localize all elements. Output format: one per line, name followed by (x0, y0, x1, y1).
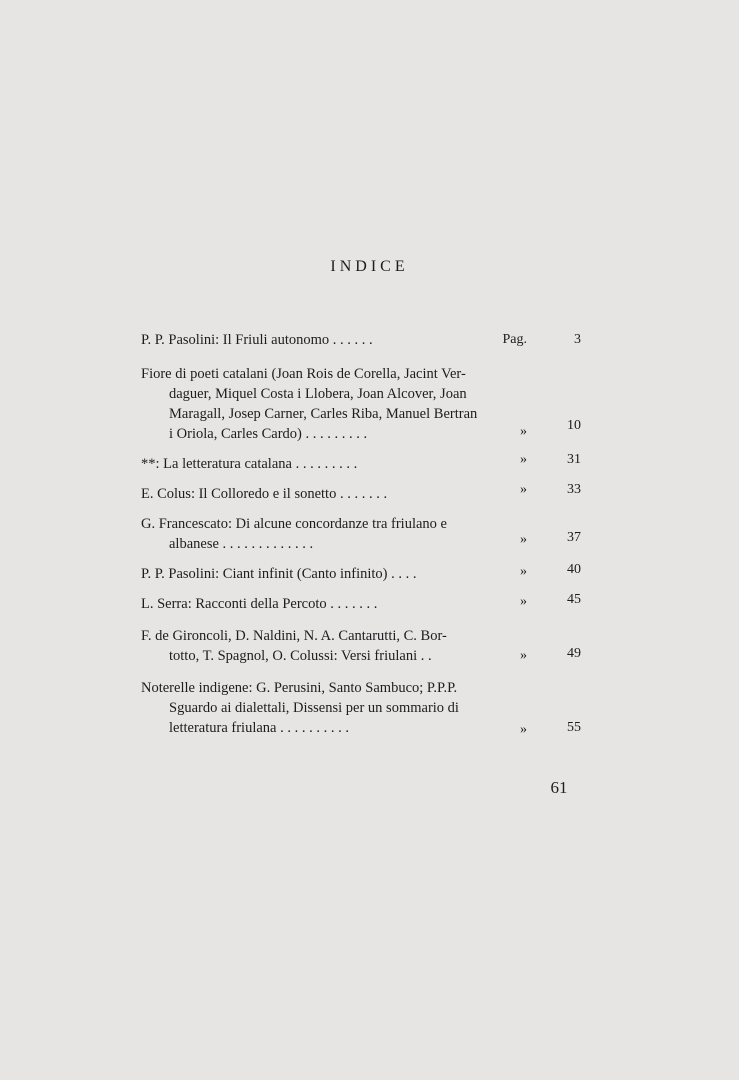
ditto-marker: » (520, 424, 527, 439)
page-number: 45 (567, 592, 581, 607)
toc-line: P. P. Pasolini: Il Friuli autonomo . . . . . . (141, 332, 373, 348)
toc-line: Sguardo ai dialettali, Dissensi per un sommario di (169, 700, 459, 716)
toc-entry (141, 364, 581, 446)
toc-entry (141, 454, 581, 474)
ditto-marker: » (520, 722, 527, 737)
toc-entry (141, 330, 581, 356)
page-number: 49 (567, 646, 581, 661)
toc-entry (141, 594, 581, 614)
page-number: 3 (574, 332, 581, 347)
toc-line: daguer, Miquel Costa i Llobera, Joan Alcover, Joan (169, 386, 467, 402)
page-number: 40 (567, 562, 581, 577)
table-of-contents (141, 330, 581, 738)
toc-entry (141, 564, 581, 584)
toc-line: Noterelle indigene: G. Perusini, Santo Sambuco; P.P.P. (141, 680, 458, 696)
toc-entry (141, 678, 581, 738)
toc-line: albanese . . . . . . . . . . . . . (169, 536, 314, 552)
toc-line: Maragall, Josep Carner, Carles Riba, Manuel Bertran (169, 406, 478, 422)
index-heading: INDICE (330, 258, 409, 275)
toc-line: L. Serra: Racconti della Percoto . . . . . . . (141, 596, 378, 612)
toc-line: G. Francescato: Di alcune concordanze tra friulano e (141, 516, 447, 532)
ditto-marker: » (520, 452, 527, 467)
ditto-marker: » (520, 594, 527, 609)
toc-line: i Oriola, Carles Cardo) . . . . . . . . . (169, 426, 368, 442)
page-marker: Pag. (502, 332, 527, 347)
ditto-marker: » (520, 564, 527, 579)
toc-line: **: La letteratura catalana . . . . . . . . . (141, 456, 358, 472)
toc-line: totto, T. Spagnol, O. Colussi: Versi friulani . . (169, 648, 432, 664)
ditto-marker: » (520, 532, 527, 547)
page-number: 33 (567, 482, 581, 497)
folio-page-number: 61 (550, 778, 568, 797)
ditto-marker: » (520, 482, 527, 497)
toc-line: F. de Gironcoli, D. Naldini, N. A. Cantarutti, C. Bor- (141, 628, 447, 644)
toc-line: Fiore di poeti catalani (Joan Rois de Corella, Jacint Ver- (141, 366, 466, 382)
page-number: 10 (567, 418, 581, 433)
ditto-marker: » (520, 648, 527, 663)
toc-line: letteratura friulana . . . . . . . . . . (169, 720, 349, 736)
toc-entry (141, 514, 581, 554)
page-number: 55 (567, 720, 581, 735)
page-number: 37 (567, 530, 581, 545)
toc-entry (141, 626, 581, 666)
toc-line: E. Colus: Il Colloredo e il sonetto . . . . . . . (141, 486, 388, 502)
toc-line: P. P. Pasolini: Ciant infinit (Canto infinito) . . . . (141, 566, 417, 582)
toc-entry (141, 484, 581, 504)
page-number: 31 (567, 452, 581, 467)
